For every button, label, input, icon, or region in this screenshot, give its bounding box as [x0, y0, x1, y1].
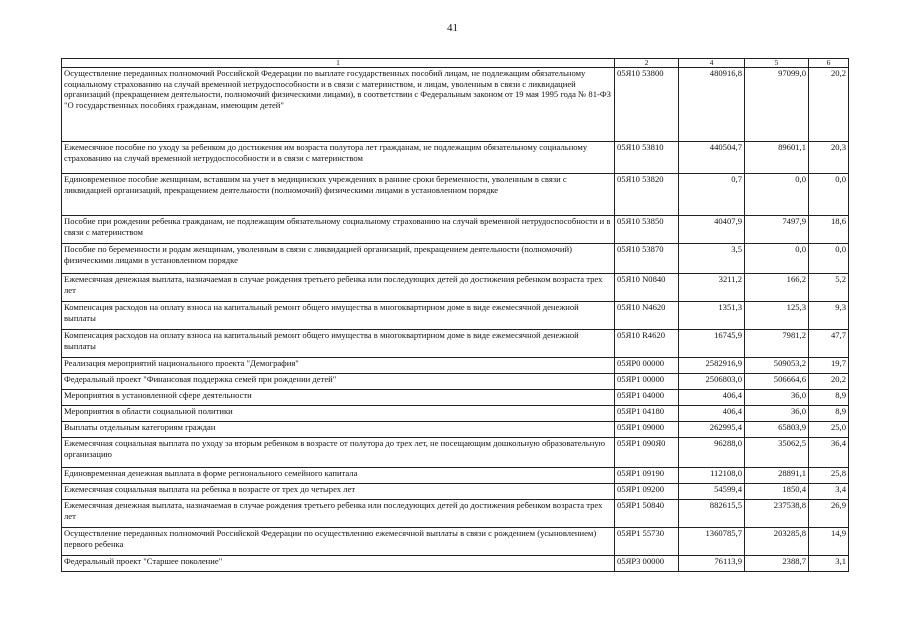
table-row: [62, 468, 849, 484]
table-row: [62, 330, 849, 358]
row-plan: 3,5: [679, 244, 745, 274]
row-percent: 8,9: [809, 390, 849, 406]
row-percent: 19,7: [809, 358, 849, 374]
row-plan: 406,4: [679, 390, 745, 406]
table-row: [62, 422, 849, 438]
row-percent: 47,7: [809, 330, 849, 358]
row-name: Ежемесячная денежная выплата, назначаемая в случае рождения третьего ребенка или последующих детей до достижения ребенком возраста трех лет: [62, 274, 615, 302]
table-row: [62, 244, 849, 274]
page-number: 41: [447, 22, 458, 34]
row-executed: 166,2: [745, 274, 809, 302]
row-code: 05ЯР1 09200: [615, 484, 679, 500]
row-plan: 112108,0: [679, 468, 745, 484]
row-code: 05ЯР1 55730: [615, 528, 679, 556]
row-code: 05Я10 R4620: [615, 330, 679, 358]
row-name: Ежемесячная социальная выплата на ребенка в возрасте от трех до четырех лет: [62, 484, 615, 500]
row-name: Осуществление переданных полномочий Российской Федерации по осуществлению ежемесячной выплаты в связи с рождением (усыновлением) первого ребенка: [62, 528, 615, 556]
row-name: Ежемесячное пособие по уходу за ребенком до достижения им возраста полутора лет гражданам, не подлежащим обязательному социальному страхованию на случай временной нетрудоспособности и в связи с материнством: [62, 142, 615, 174]
table-row: [62, 142, 849, 174]
table-row: [62, 68, 849, 142]
row-percent: 3,1: [809, 556, 849, 572]
row-name: Ежемесячная денежная выплата, назначаемая в случае рождения третьего ребенка или последующих детей до достижения ребенком возраста трех лет: [62, 500, 615, 528]
table-row: [62, 438, 849, 468]
column-header-percent: 6: [809, 59, 849, 68]
row-percent: 20,3: [809, 142, 849, 174]
row-executed: 35062,5: [745, 438, 809, 468]
table-row: [62, 174, 849, 216]
row-code: 05Я10 53800: [615, 68, 679, 142]
row-executed: 28891,1: [745, 468, 809, 484]
row-name: Мероприятия в установленной сфере деятельности: [62, 390, 615, 406]
row-percent: 5,2: [809, 274, 849, 302]
row-code: 05Я10 53870: [615, 244, 679, 274]
row-percent: 26,9: [809, 500, 849, 528]
budget-table: [61, 58, 849, 572]
row-executed: 97099,0: [745, 68, 809, 142]
row-executed: 203285,8: [745, 528, 809, 556]
row-percent: 9,3: [809, 302, 849, 330]
column-header-name: 1: [62, 59, 615, 68]
column-header-plan: 4: [679, 59, 745, 68]
table-row: [62, 484, 849, 500]
row-percent: 3,4: [809, 484, 849, 500]
row-code: 05ЯР1 09000: [615, 422, 679, 438]
table-header-row: [62, 59, 849, 68]
row-name: Пособие по беременности и родам женщинам, уволенным в связи с ликвидацией организаций, прекращением деятельности (полномочий) физическими лицами в установленном порядке: [62, 244, 615, 274]
row-name: Ежемесячная социальная выплата по уходу за вторым ребенком в возрасте от полутора до трех лет, не посещающим дошкольную образовательную организацию: [62, 438, 615, 468]
row-percent: 20,2: [809, 68, 849, 142]
table-row: [62, 390, 849, 406]
row-name: Реализация мероприятий национального проекта "Демография": [62, 358, 615, 374]
row-percent: 25,8: [809, 468, 849, 484]
row-code: 05ЯР1 090Я0: [615, 438, 679, 468]
row-executed: 36,0: [745, 390, 809, 406]
row-code: 05ЯР1 09190: [615, 468, 679, 484]
row-executed: 36,0: [745, 406, 809, 422]
row-code: 05Я10 N0840: [615, 274, 679, 302]
row-plan: 96288,0: [679, 438, 745, 468]
row-name: Компенсация расходов на оплату взноса на капитальный ремонт общего имущества в многоквартирном доме в виде ежемесячной денежной выплаты: [62, 302, 615, 330]
row-percent: 0,0: [809, 174, 849, 216]
row-name: Выплаты отдельным категориям граждан: [62, 422, 615, 438]
table-row: [62, 406, 849, 422]
row-code: 05ЯР1 50840: [615, 500, 679, 528]
row-percent: 8,9: [809, 406, 849, 422]
row-executed: 7497,9: [745, 216, 809, 244]
row-name: Федеральный проект "Старшее поколение": [62, 556, 615, 572]
row-plan: 406,4: [679, 406, 745, 422]
row-executed: 7981,2: [745, 330, 809, 358]
row-plan: 262995,4: [679, 422, 745, 438]
row-name: Единовременное пособие женщинам, вставшим на учет в медицинских учреждениях в ранние сроки беременности, уволенным в связи с ликвидацией организаций, прекращением деятельности (полномочий) физическими лицами в установленном порядке: [62, 174, 615, 216]
row-executed: 0,0: [745, 174, 809, 216]
row-code: 05Я10 53820: [615, 174, 679, 216]
row-plan: 40407,9: [679, 216, 745, 244]
row-plan: 0,7: [679, 174, 745, 216]
row-executed: 509053,2: [745, 358, 809, 374]
row-plan: 76113,9: [679, 556, 745, 572]
row-executed: 2388,7: [745, 556, 809, 572]
row-executed: 237538,8: [745, 500, 809, 528]
row-name: Пособие при рождении ребенка гражданам, не подлежащим обязательному социальному страхованию на случай временной нетрудоспособности и в связи с материнством: [62, 216, 615, 244]
row-percent: 14,9: [809, 528, 849, 556]
row-name: Федеральный проект "Финансовая поддержка семей при рождении детей": [62, 374, 615, 390]
row-percent: 20,2: [809, 374, 849, 390]
column-header-code: 2: [615, 59, 679, 68]
row-executed: 65803,9: [745, 422, 809, 438]
row-executed: 89601,1: [745, 142, 809, 174]
table-row: [62, 528, 849, 556]
row-percent: 36,4: [809, 438, 849, 468]
row-name: Единовременная денежная выплата в форме регионального семейного капитала: [62, 468, 615, 484]
row-code: 05Я10 53810: [615, 142, 679, 174]
table-row: [62, 374, 849, 390]
table-row: [62, 500, 849, 528]
row-plan: 480916,8: [679, 68, 745, 142]
table-row: [62, 216, 849, 244]
row-code: 05Я10 53850: [615, 216, 679, 244]
row-plan: 882615,5: [679, 500, 745, 528]
row-percent: 18,6: [809, 216, 849, 244]
row-executed: 125,3: [745, 302, 809, 330]
column-header-executed: 5: [745, 59, 809, 68]
row-plan: 16745,9: [679, 330, 745, 358]
row-code: 05ЯР1 04180: [615, 406, 679, 422]
row-name: Компенсация расходов на оплату взноса на капитальный ремонт общего имущества в многоквартирном доме в виде ежемесячной денежной выплаты: [62, 330, 615, 358]
row-plan: 1360785,7: [679, 528, 745, 556]
row-plan: 54599,4: [679, 484, 745, 500]
row-code: 05ЯР1 00000: [615, 374, 679, 390]
row-plan: 3211,2: [679, 274, 745, 302]
row-name: Осуществление переданных полномочий Российской Федерации по выплате государственных пособий лицам, не подлежащим обязательному социальному страхованию на случай временной нетрудоспособности и в связи с материнством, и лицам, уволенным в связи с ликвидацией организаций (прекращением деятельности, полномочий физическими лицами), в соответствии с Федеральным законом от 19 мая 1995 года № 81-ФЗ "О государственных пособиях гражданам, имеющим детей": [62, 68, 615, 142]
row-plan: 2582916,9: [679, 358, 745, 374]
row-executed: 0,0: [745, 244, 809, 274]
table-row: [62, 556, 849, 572]
row-percent: 0,0: [809, 244, 849, 274]
row-plan: 1351,3: [679, 302, 745, 330]
row-plan: 2506803,0: [679, 374, 745, 390]
table-row: [62, 358, 849, 374]
table-row: [62, 274, 849, 302]
row-name: Мероприятия в области социальной политики: [62, 406, 615, 422]
table-row: [62, 302, 849, 330]
row-percent: 25,0: [809, 422, 849, 438]
row-code: 05ЯР1 04000: [615, 390, 679, 406]
row-code: 05ЯР3 00000: [615, 556, 679, 572]
row-plan: 440504,7: [679, 142, 745, 174]
row-code: 05ЯР0 00000: [615, 358, 679, 374]
row-executed: 506664,6: [745, 374, 809, 390]
row-executed: 1850,4: [745, 484, 809, 500]
row-code: 05Я10 N4620: [615, 302, 679, 330]
